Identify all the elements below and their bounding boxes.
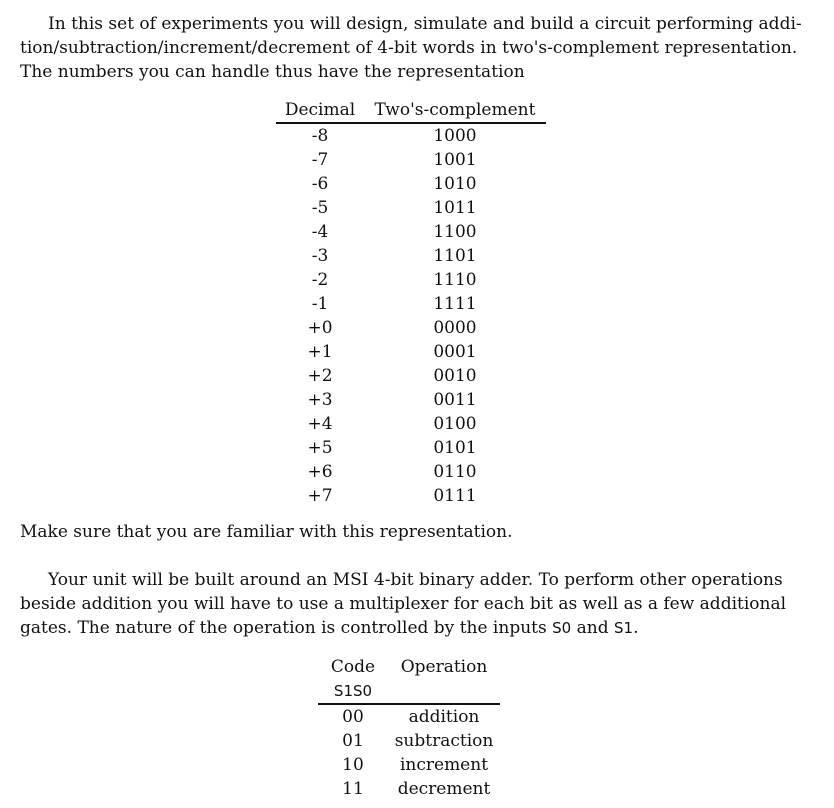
table-row bbox=[276, 148, 546, 172]
code-cell: 10 bbox=[342, 755, 364, 775]
table-row bbox=[276, 292, 546, 316]
unit-line: beside addition you will have to use a multiplexer for each bit as well as a few additional bbox=[20, 594, 787, 614]
decimal-cell: -1 bbox=[311, 294, 329, 314]
binary-cell: 1100 bbox=[433, 222, 477, 242]
table-row bbox=[276, 172, 546, 196]
table-row bbox=[276, 316, 546, 340]
table-row bbox=[318, 704, 500, 729]
decimal-cell: +6 bbox=[307, 462, 333, 482]
header-operation: Operation bbox=[400, 657, 488, 677]
decimal-cell: +2 bbox=[307, 366, 333, 386]
decimal-cell: -4 bbox=[311, 222, 329, 242]
table-row bbox=[276, 244, 546, 268]
op-subheader-row bbox=[318, 679, 500, 704]
binary-cell: 0000 bbox=[433, 318, 477, 338]
table-row bbox=[276, 123, 546, 148]
intro-line: The numbers you can handle thus have the representation bbox=[20, 62, 525, 82]
binary-cell: 1101 bbox=[433, 246, 477, 266]
code-cell: 00 bbox=[342, 707, 364, 727]
operation-cell: increment bbox=[399, 755, 489, 775]
binary-cell: 0100 bbox=[433, 414, 477, 434]
header-twos-complement: Two's-complement bbox=[364, 98, 546, 123]
unit-line-suffix: . bbox=[633, 618, 639, 638]
twos-complement-body bbox=[276, 123, 546, 508]
decimal-cell: -8 bbox=[311, 126, 329, 146]
table-row bbox=[276, 484, 546, 508]
table-row bbox=[318, 777, 500, 801]
op-header-row bbox=[318, 655, 500, 679]
decimal-cell: +7 bbox=[307, 486, 333, 506]
binary-cell: 1110 bbox=[433, 270, 477, 290]
binary-cell: 0001 bbox=[433, 342, 477, 362]
intro-paragraph bbox=[20, 12, 820, 84]
table-row bbox=[318, 753, 500, 777]
binary-cell: 1010 bbox=[433, 174, 477, 194]
header-decimal: Decimal bbox=[276, 98, 364, 123]
table-row bbox=[276, 388, 546, 412]
table-row bbox=[276, 412, 546, 436]
header-operation-blank bbox=[388, 679, 500, 704]
table-row bbox=[318, 729, 500, 753]
decimal-cell: +1 bbox=[307, 342, 333, 362]
operation-cell: decrement bbox=[397, 779, 491, 799]
table-row bbox=[276, 364, 546, 388]
binary-cell: 1001 bbox=[433, 150, 477, 170]
binary-cell: 1000 bbox=[433, 126, 477, 146]
table-row bbox=[276, 196, 546, 220]
unit-line bbox=[20, 616, 820, 640]
binary-cell: 0111 bbox=[433, 486, 477, 506]
operation-body bbox=[318, 704, 500, 801]
decimal-cell: +3 bbox=[307, 390, 333, 410]
binary-cell: 0010 bbox=[433, 366, 477, 386]
table-row bbox=[276, 460, 546, 484]
decimal-cell: -2 bbox=[311, 270, 329, 290]
unit-line: Your unit will be built around an MSI 4-bit binary adder. To perform other operations bbox=[48, 570, 783, 590]
twos-complement-table bbox=[276, 98, 546, 508]
table-row bbox=[276, 340, 546, 364]
decimal-cell: -3 bbox=[311, 246, 329, 266]
header-code: Code bbox=[330, 657, 376, 677]
code-cell: 11 bbox=[342, 779, 364, 799]
code-cell: 01 bbox=[342, 731, 364, 751]
table-row bbox=[276, 436, 546, 460]
operation-table bbox=[318, 655, 500, 801]
signal-s0: S0 bbox=[552, 619, 572, 637]
decimal-cell: -7 bbox=[311, 150, 329, 170]
binary-cell: 1011 bbox=[433, 198, 477, 218]
intro-line: In this set of experiments you will design, simulate and build a circuit performing addi- bbox=[48, 14, 802, 34]
decimal-cell: -5 bbox=[311, 198, 329, 218]
intro-line: tion/subtraction/increment/decrement of 4-bit words in two's-complement representation. bbox=[20, 38, 798, 58]
binary-cell: 0110 bbox=[433, 462, 477, 482]
operation-cell: addition bbox=[408, 707, 480, 727]
table-header-row bbox=[276, 98, 546, 123]
operation-cell: subtraction bbox=[394, 731, 494, 751]
decimal-cell: +4 bbox=[307, 414, 333, 434]
binary-cell: 0101 bbox=[433, 438, 477, 458]
decimal-cell: +0 bbox=[307, 318, 333, 338]
unit-line-and: and bbox=[571, 618, 614, 638]
binary-cell: 0011 bbox=[433, 390, 477, 410]
familiar-text: Make sure that you are familiar with this representation. bbox=[20, 522, 513, 542]
table-row bbox=[276, 268, 546, 292]
unit-paragraph bbox=[20, 568, 820, 640]
binary-cell: 1111 bbox=[433, 294, 477, 314]
decimal-cell: -6 bbox=[311, 174, 329, 194]
header-code-sub: S1S0 bbox=[318, 679, 388, 704]
unit-line-prefix: gates. The nature of the operation is controlled by the inputs bbox=[20, 618, 553, 638]
decimal-cell: +5 bbox=[307, 438, 333, 458]
table-row bbox=[276, 220, 546, 244]
signal-s1: S1 bbox=[613, 619, 634, 637]
